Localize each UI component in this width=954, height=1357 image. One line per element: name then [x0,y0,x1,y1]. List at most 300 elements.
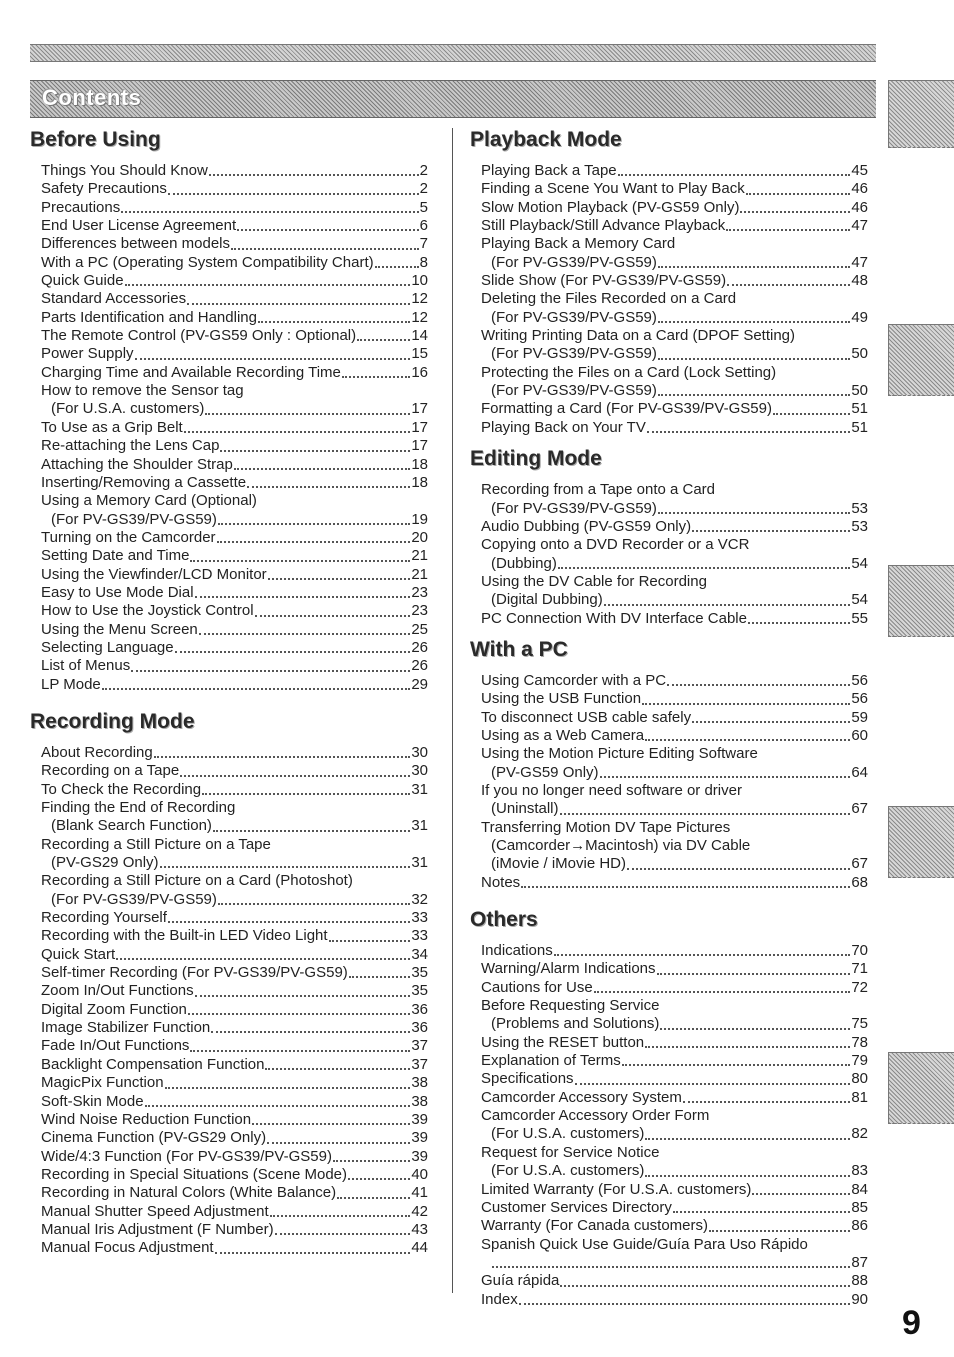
toc-entry-title: Explanation of Terms [481,1052,621,1070]
dot-leader [342,361,410,378]
toc-entry-title: Selecting Language [41,638,174,656]
dot-leader [492,1251,850,1268]
toc-entry-title: Request for Service Notice [481,1143,660,1161]
dot-leader [195,980,411,997]
dot-leader [211,1016,410,1033]
toc-entry-title: Guía rápida [481,1272,560,1290]
toc-entry-title: Charging Time and Available Recording Time [41,363,341,381]
toc-entry-title: Manual Shutter Speed Adjustment [41,1202,269,1220]
toc-entry-title: (Dubbing) [491,554,557,572]
toc-entry-title: Finding a Scene You Want to Play Back [481,180,745,198]
toc-page-number: 20 [411,528,428,546]
dot-leader [220,435,410,452]
toc-page-number: 26 [411,657,428,675]
toc-entry-title: Power Supply [41,345,134,363]
toc-entry [481,272,868,290]
dot-leader [218,888,410,905]
toc-entry-title: About Recording [41,743,153,761]
toc-entry-title: Digital Zoom Function [41,1000,187,1018]
dot-leader [187,288,410,305]
toc-entry-title: If you no longer need software or driver [481,781,742,799]
toc-page-number: 30 [411,762,428,780]
toc-page-number: 12 [411,308,428,326]
dot-leader [594,976,851,993]
toc-entry-title: Setting Date and Time [41,547,190,565]
toc-list-before-using [30,162,428,694]
dot-leader [604,589,851,606]
toc-page-number: 85 [851,1198,868,1216]
toc-page-number: 71 [851,960,868,978]
toc-page-number: 25 [411,620,428,638]
dot-leader [215,1237,411,1254]
toc-entry [481,518,868,536]
toc-list-others [470,942,868,1309]
toc-entry-title: Parts Identification and Handling [41,308,257,326]
toc-page-number: 36 [411,1000,428,1018]
toc-entry-title: Recording a Still Picture on a Card (Photoshot) [41,872,353,890]
dot-leader [709,1215,850,1232]
dot-leader [683,1086,850,1103]
toc-entry-title: MagicPix Function [41,1074,164,1092]
dot-leader [746,178,851,195]
toc-page-number: 15 [411,345,428,363]
toc-entry [41,1239,428,1257]
toc-page-number: 39 [411,1110,428,1128]
toc-entry-title: Using the Viewfinder/LCD Monitor [41,565,267,583]
toc-page-number: 8 [419,253,428,271]
dot-leader [125,269,411,286]
toc-entry-title: Warning/Alarm Indications [481,960,656,978]
toc-page-number: 41 [411,1184,428,1202]
toc-entry [481,745,868,782]
dot-leader [258,306,410,323]
toc-page-number: 33 [411,909,428,927]
dot-leader [349,961,411,978]
toc-entry-title: List of Menus [41,657,131,675]
toc-page-number: 39 [411,1129,428,1147]
toc-entry-title: With a PC (Operating System Compatibility Chart) [41,253,374,271]
toc-entry-title: Using the RESET button [481,1033,645,1051]
dot-leader [554,939,851,956]
toc-page-number: 47 [851,217,868,235]
toc-page-number: 78 [851,1033,868,1051]
toc-entry [481,536,868,573]
toc-page-number: 55 [851,609,868,627]
dot-leader [560,798,851,815]
toc-entry-title: Recording a Still Picture on a Tape [41,835,271,853]
toc-entry-title: Camcorder Accessory System [481,1088,682,1106]
toc-entry-title: (iMovie / iMovie HD) [491,855,627,873]
toc-page-number: 26 [411,638,428,656]
toc-page-number: 14 [411,327,428,345]
toc-page-number: 50 [851,345,868,363]
dot-leader [160,851,411,868]
dot-leader [673,1196,850,1213]
toc-entry-title: (For PV-GS39/PV-GS59) [491,345,657,363]
toc-entry-title: (For U.S.A. customers) [51,400,205,418]
toc-page-number: 2 [419,180,428,198]
dot-leader [184,416,411,433]
dot-leader [180,760,410,777]
dot-leader [213,815,410,832]
toc-entry-title: Using Camcorder with a PC [481,671,667,689]
dot-leader [667,669,850,686]
toc-entry-title: (Problems and Solutions) [491,1015,660,1033]
dot-leader [337,1182,410,1199]
dot-leader [231,233,419,250]
toc-list-editing-mode [470,481,868,628]
dot-leader [237,214,419,231]
toc-page-number: 67 [851,855,868,873]
toc-page-number: 51 [851,400,868,418]
toc-entry-title: Using a Memory Card (Optional) [41,492,257,510]
toc-page-number: 53 [851,517,868,535]
toc-entry [481,1144,868,1181]
toc-page-number: 60 [851,726,868,744]
dot-leader [575,1068,851,1085]
dot-leader [145,1090,411,1107]
toc-page-number: 35 [411,982,428,1000]
toc-list-playback-mode [470,162,868,437]
dot-leader [209,159,419,176]
toc-page-number: 37 [411,1055,428,1073]
dot-leader [519,1288,851,1305]
toc-entry-title: (For PV-GS39/PV-GS59) [491,499,657,517]
toc-page-number: 17 [411,437,428,455]
top-decorative-strip [30,44,876,62]
toc-entry-title: Using the Motion Picture Editing Software [481,745,758,763]
toc-page-number: 83 [851,1162,868,1180]
toc-page-number: 17 [411,418,428,436]
toc-entry [481,364,868,401]
toc-page-number: 87 [851,1253,868,1271]
dot-leader [190,545,410,562]
toc-entry-title: Differences between models [41,235,230,253]
contents-title: Contents [42,85,142,110]
toc-entry-title: Standard Accessories [41,290,187,308]
dot-leader [627,853,850,870]
section-editing-mode [470,445,868,628]
toc-entry-title: Using the DV Cable for Recording [481,572,707,590]
toc-entry [481,290,868,327]
dot-leader [121,196,418,213]
dot-leader [773,398,850,415]
toc-entry-title: Easy to Use Mode Dial [41,583,194,601]
toc-page-number: 48 [851,272,868,290]
toc-entry-title: Cautions for Use [481,978,593,996]
toc-entry-title: Soft-Skin Mode [41,1092,144,1110]
section-title-playback-mode: Playback Mode [470,128,622,151]
toc-entry-title: (For PV-GS39/PV-GS59) [491,382,657,400]
dot-leader [600,761,851,778]
section-title-others: Others [470,908,538,932]
toc-page-number: 31 [411,817,428,835]
dot-leader [275,1218,411,1235]
toc-entry-title: (Uninstall) [491,800,559,818]
toc-entry-title: Warranty (For Canada customers) [481,1217,709,1235]
toc-page-number: 5 [419,198,428,216]
dot-leader [333,1145,410,1162]
toc-entry [41,235,428,253]
toc-entry-title: Manual Iris Adjustment (F Number) [41,1220,274,1238]
toc-entry-title: Wind Noise Reduction Function [41,1110,252,1128]
toc-entry [41,676,428,694]
toc-entry [41,836,428,873]
section-tab-before-using [888,80,954,148]
toc-entry-title: Quick Guide [41,272,124,290]
toc-entry-title: (For PV-GS39/PV-GS59) [51,510,217,528]
toc-page-number: 32 [411,890,428,908]
dot-leader [217,526,411,543]
toc-page-number: 16 [411,363,428,381]
toc-entry-title: Using as a Web Camera [481,726,645,744]
dot-leader [175,636,411,653]
dot-leader [752,1178,850,1195]
toc-page-number: 81 [851,1088,868,1106]
dot-leader [267,1127,410,1144]
section-tab-with-a-pc [888,806,954,878]
dot-leader [329,925,411,942]
toc-entry-title: (Blank Search Function) [51,817,212,835]
dot-leader [726,214,850,231]
toc-entry [41,799,428,836]
dot-leader [218,508,410,525]
dot-leader [270,1200,411,1217]
dot-leader [645,1160,850,1177]
toc-entry-title: Writing Printing Data on a Card (DPOF Setting) [481,327,796,345]
toc-entry-title: (For PV-GS39/PV-GS59) [51,890,217,908]
dot-leader [560,1270,850,1287]
toc-entry-title: Transferring Motion DV Tape Pictures [481,818,731,836]
toc-page-number: 21 [411,565,428,583]
toc-entry-title: To disconnect USB cable safely [481,708,692,726]
toc-entry [41,364,428,382]
toc-page-number: 53 [851,499,868,517]
dot-leader [727,269,850,286]
toc-page-number: 46 [851,198,868,216]
toc-entry-title: Slow Motion Playback (PV-GS59 Only) [481,198,740,216]
toc-page-number: 2 [419,162,428,179]
toc-entry-title: Formatting a Card (For PV-GS39/PV-GS59) [481,400,772,418]
toc-entry-title: How to Use the Joystick Control [41,602,254,620]
toc-page-number: 42 [411,1202,428,1220]
toc-page-number: 50 [851,382,868,400]
toc-page-number: 19 [411,510,428,528]
left-column [30,120,428,1258]
toc-page-number: 18 [411,473,428,491]
toc-entry-title: Protecting the Files on a Card (Lock Setting) [481,363,777,381]
dot-leader [645,1123,850,1140]
toc-page-number: 31 [411,854,428,872]
toc-entry-title: Zoom In/Out Functions [41,982,194,1000]
toc-page-number: 54 [851,591,868,609]
section-title-before-using: Before Using [30,128,161,151]
toc-entry [481,782,868,819]
toc-page-number: 36 [411,1019,428,1037]
dot-leader [660,1013,850,1030]
dot-leader [521,871,850,888]
dot-leader [247,471,410,488]
toc-entry [481,573,868,610]
dot-leader [252,1108,410,1125]
toc-page-number: 56 [851,671,868,689]
toc-entry-title: (PV-GS59 Only) [491,763,599,781]
dot-leader [255,600,411,617]
toc-page-number: 23 [411,583,428,601]
toc-list-recording-mode [30,744,428,1258]
toc-page-number: 7 [419,235,428,253]
toc-page-number: 34 [411,945,428,963]
toc-entry-title: Indications [481,942,553,960]
dot-leader [165,1072,411,1089]
toc-entry-title: Recording from a Tape onto a Card [481,481,716,499]
dot-leader [657,958,851,975]
toc-entry-title: Still Playback/Still Advance Playback [481,217,726,235]
dot-leader [647,416,850,433]
toc-page-number: 31 [411,780,428,798]
right-column [470,120,868,1309]
dot-leader [102,673,411,690]
toc-entry [41,781,428,799]
toc-page-number: 30 [411,743,428,761]
toc-page-number: 33 [411,927,428,945]
toc-entry [481,727,868,745]
toc-entry [41,382,428,419]
dot-leader [645,724,850,741]
dot-leader [658,497,850,514]
toc-entry-title: The Remote Control (PV-GS59 Only : Optional) [41,327,357,345]
toc-entry-title: Using the Menu Screen [41,620,198,638]
dot-leader [658,251,850,268]
toc-entry-title: Things You Should Know [41,162,208,179]
dot-leader [357,324,410,341]
toc-entry [481,997,868,1034]
toc-entry-title: (Digital Dubbing) [491,591,603,609]
toc-entry [481,610,868,628]
toc-page-number: 64 [851,763,868,781]
toc-page-number: 10 [411,272,428,290]
toc-entry-title: Notes [481,873,521,891]
toc-entry-title: Before Requesting Service [481,997,660,1015]
toc-entry [481,1107,868,1144]
toc-page-number: 90 [851,1290,868,1308]
toc-entry-title: (For U.S.A. customers) [491,1125,645,1143]
toc-entry-title: Recording Yourself [41,909,167,927]
dot-leader [618,159,851,176]
toc-entry-title: Finding the End of Recording [41,799,236,816]
toc-entry-title: Playing Back a Tape [481,162,617,179]
toc-entry-title: Manual Focus Adjustment [41,1239,214,1257]
toc-page-number: 49 [851,308,868,326]
toc-entry [481,217,868,235]
dot-leader [202,778,410,795]
toc-entry-title: Quick Start [41,945,116,963]
dot-leader [658,343,850,360]
toc-entry-title: Recording in Natural Colors (White Balance) [41,1184,337,1202]
toc-page-number: 79 [851,1052,868,1070]
toc-entry [481,419,868,437]
contents-header-bar [30,80,876,118]
toc-page-number: 88 [851,1272,868,1290]
section-title-editing-mode: Editing Mode [470,447,602,471]
toc-entry [481,1291,868,1309]
dot-leader [642,688,850,705]
toc-entry-title: Re-attaching the Lens Cap [41,437,220,455]
page-number: 9 [902,1304,921,1342]
toc-entry-title: Playing Back on Your TV [481,418,646,436]
toc-page-number: 37 [411,1037,428,1055]
toc-entry-title: (For PV-GS39/PV-GS59) [491,308,657,326]
toc-page-number: 29 [411,675,428,693]
toc-entry-title: Attaching the Shoulder Strap [41,455,233,473]
toc-entry-title: (Camcorder→Macintosh) via DV Cable [491,837,751,854]
dot-leader [265,1053,410,1070]
toc-page-number: 46 [851,180,868,198]
toc-entry [481,327,868,364]
column-divider [452,128,453,1293]
dot-leader [154,741,411,758]
toc-entry-title: Precautions [41,198,121,216]
toc-page-number: 54 [851,554,868,572]
toc-entry-title: Copying onto a DVD Recorder or a VCR [481,536,750,554]
toc-entry-title: Recording with the Built-in LED Video Light [41,927,328,945]
toc-entry [41,492,428,529]
toc-entry [481,874,868,892]
toc-entry-title: Fade In/Out Functions [41,1037,190,1055]
dot-leader [645,1031,850,1048]
toc-page-number: 12 [411,290,428,308]
toc-page-number: 51 [851,418,868,436]
toc-entry-title: LP Mode [41,675,101,693]
section-before-using [30,126,428,694]
toc-entry-title: End User License Agreement [41,217,237,235]
toc-page-number: 67 [851,800,868,818]
toc-entry-title: Recording in Special Situations (Scene Mode) [41,1165,347,1183]
toc-page-number: 35 [411,964,428,982]
toc-entry-title: Wide/4:3 Function (For PV-GS39/PV-GS59) [41,1147,332,1165]
section-playback-mode [470,126,868,437]
toc-entry-title: Self-timer Recording (For PV-GS39/PV-GS59) [41,964,348,982]
dot-leader [190,1035,410,1052]
dot-leader [168,178,419,195]
toc-entry [41,872,428,909]
toc-entry [481,1089,868,1107]
toc-page-number: 6 [419,217,428,235]
toc-entry-title: Camcorder Accessory Order Form [481,1107,710,1125]
toc-page-number: 59 [851,708,868,726]
dot-leader [135,343,411,360]
toc-entry [481,819,868,874]
section-title-with-a-pc: With a PC [470,637,568,661]
section-with-a-pc [470,636,868,892]
dot-leader [199,618,411,635]
toc-page-number: 43 [411,1220,428,1238]
toc-entry-title: Audio Dubbing (PV-GS59 Only) [481,517,692,535]
dot-leader [268,563,411,580]
toc-entry-title: Playing Back a Memory Card [481,235,676,253]
dot-leader [116,943,410,960]
toc-entry-title: Slide Show (For PV-GS39/PV-GS59) [481,272,727,290]
toc-page-number: 68 [851,873,868,891]
dot-leader [348,1163,410,1180]
toc-entry [481,235,868,272]
dot-leader [234,453,411,470]
toc-list-with-a-pc [470,672,868,892]
toc-entry-title: Index [481,1290,518,1308]
dot-leader [375,251,419,268]
toc-page-number: 70 [851,942,868,960]
dot-leader [195,581,411,598]
